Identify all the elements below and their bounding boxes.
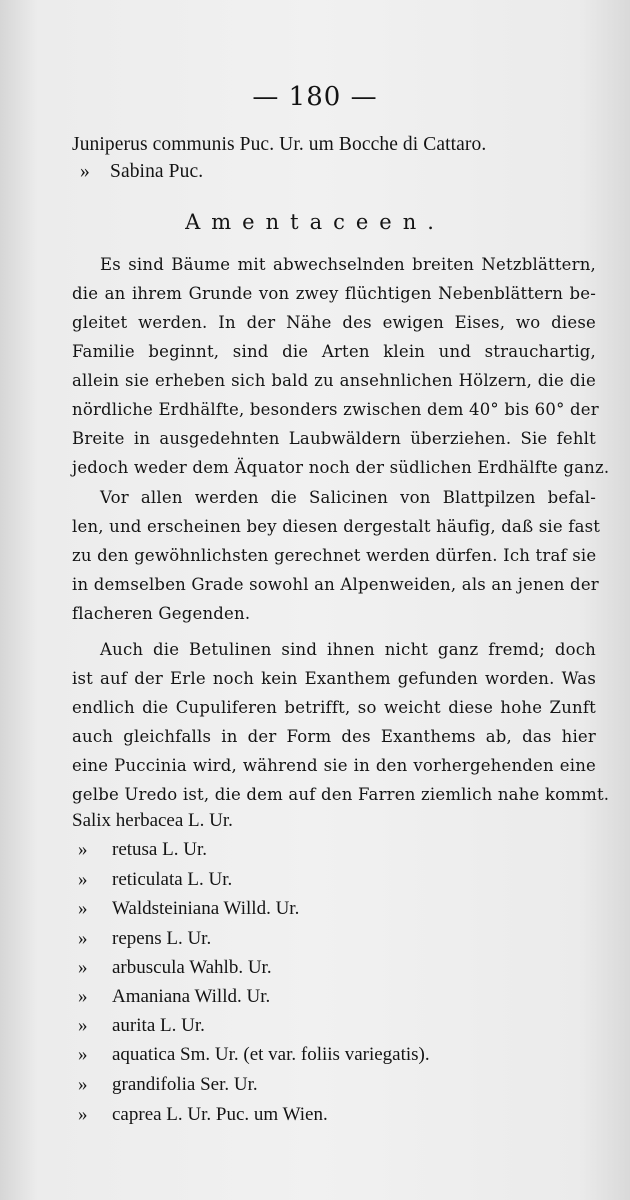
species-entry <box>78 957 272 979</box>
species-entry <box>78 986 270 1008</box>
species-entry <box>78 1015 205 1037</box>
paragraph-line: nördliche Erdhälfte, besonders zwischen dem 40° bis 60° der <box>72 400 599 419</box>
paragraph-line: eine Puccinia wird, während sie in den vorhergehenden eine <box>72 756 596 775</box>
ditto-mark: » <box>78 1044 88 1065</box>
species-entry-juniperus-sabina <box>80 161 203 183</box>
ditto-mark: » <box>78 1015 88 1036</box>
paragraph-line: len, und erscheinen bey diesen dergestalt häufig, daß sie fast <box>72 517 601 536</box>
paragraph-line: die an ihrem Grunde von zwey flüchtigen Nebenblättern be- <box>72 284 596 303</box>
paragraph-line: Es sind Bäume mit abwechselnden breiten Netzblättern, <box>100 255 596 274</box>
species-entry <box>78 1104 328 1126</box>
entry-text: repens L. Ur. <box>112 928 212 949</box>
paragraph-line: Vor allen werden die Salicinen von Blattpilzen befal- <box>100 488 596 507</box>
entry-text: Waldsteiniana Willd. Ur. <box>112 898 300 919</box>
paragraph-line: in demselben Grade sowohl an Alpenweiden, als an jenen der <box>72 575 599 594</box>
paragraph-line: endlich die Cupuliferen betrifft, so weicht diese hohe Zunft <box>72 698 596 717</box>
species-entry <box>72 810 233 832</box>
entry-text: grandifolia Ser. Ur. <box>112 1074 258 1095</box>
species-entry <box>78 1074 258 1096</box>
ditto-mark: » <box>78 957 88 978</box>
entry-text: Salix herbacea L. Ur. <box>72 810 233 831</box>
species-entry <box>78 1044 430 1066</box>
entry-text: Amaniana Willd. Ur. <box>112 986 271 1007</box>
ditto-mark: » <box>78 1074 88 1095</box>
species-entry <box>78 928 211 950</box>
entry-text: Juniperus communis Puc. Ur. um Bocche di Cattaro. <box>72 134 487 155</box>
paragraph-line: Auch die Betulinen sind ihnen nicht ganz fremd; doch <box>100 640 596 659</box>
species-entry <box>78 898 299 920</box>
ditto-mark: » <box>78 1104 88 1125</box>
paragraph-line: jedoch weder dem Äquator noch der südlichen Erdhälfte ganz. <box>72 458 610 477</box>
entry-text: caprea L. Ur. Puc. um Wien. <box>112 1104 328 1125</box>
paragraph-line: Familie beginnt, sind die Arten klein und strauchartig, <box>72 342 596 361</box>
ditto-mark: » <box>78 898 88 919</box>
paragraph-line: gelbe Uredo ist, die dem auf den Farren ziemlich nahe kommt. <box>72 785 610 804</box>
paragraph-line: auch gleichfalls in der Form des Exanthems ab, das hier <box>72 727 596 746</box>
ditto-mark: » <box>78 839 88 860</box>
page-number: — 180 — <box>252 82 378 112</box>
paragraph-line: Breite in ausgedehnten Laubwäldern überziehen. Sie fehlt <box>72 429 596 448</box>
species-entry-juniperus-communis <box>72 134 486 156</box>
paragraph-line: ist auf der Erle noch kein Exanthem gefunden worden. Was <box>72 669 596 688</box>
entry-text: aurita L. Ur. <box>112 1015 205 1036</box>
paragraph-line: gleitet werden. In der Nähe des ewigen Eises, wo diese <box>72 313 596 332</box>
entry-text: arbuscula Wahlb. Ur. <box>112 957 272 978</box>
entry-text: Sabina Puc. <box>110 161 204 182</box>
paragraph-line: zu den gewöhnlichsten gerechnet werden dürfen. Ich traf sie <box>72 546 597 565</box>
species-entry <box>78 839 207 861</box>
paragraph-line: flacheren Gegenden. <box>72 604 251 623</box>
ditto-mark: » <box>78 986 88 1007</box>
section-heading: Amentaceen. <box>185 210 445 234</box>
entry-text: reticulata L. Ur. <box>112 869 233 890</box>
ditto-mark: » <box>78 928 88 949</box>
ditto-mark: » <box>78 869 88 890</box>
entry-text: retusa L. Ur. <box>112 839 207 860</box>
entry-text: aquatica Sm. Ur. (et var. foliis variegatis). <box>112 1044 430 1065</box>
paragraph-line: allein sie erheben sich bald zu ansehnlichen Hölzern, die die <box>72 371 596 390</box>
ditto-mark: » <box>80 161 90 182</box>
species-entry <box>78 869 232 891</box>
